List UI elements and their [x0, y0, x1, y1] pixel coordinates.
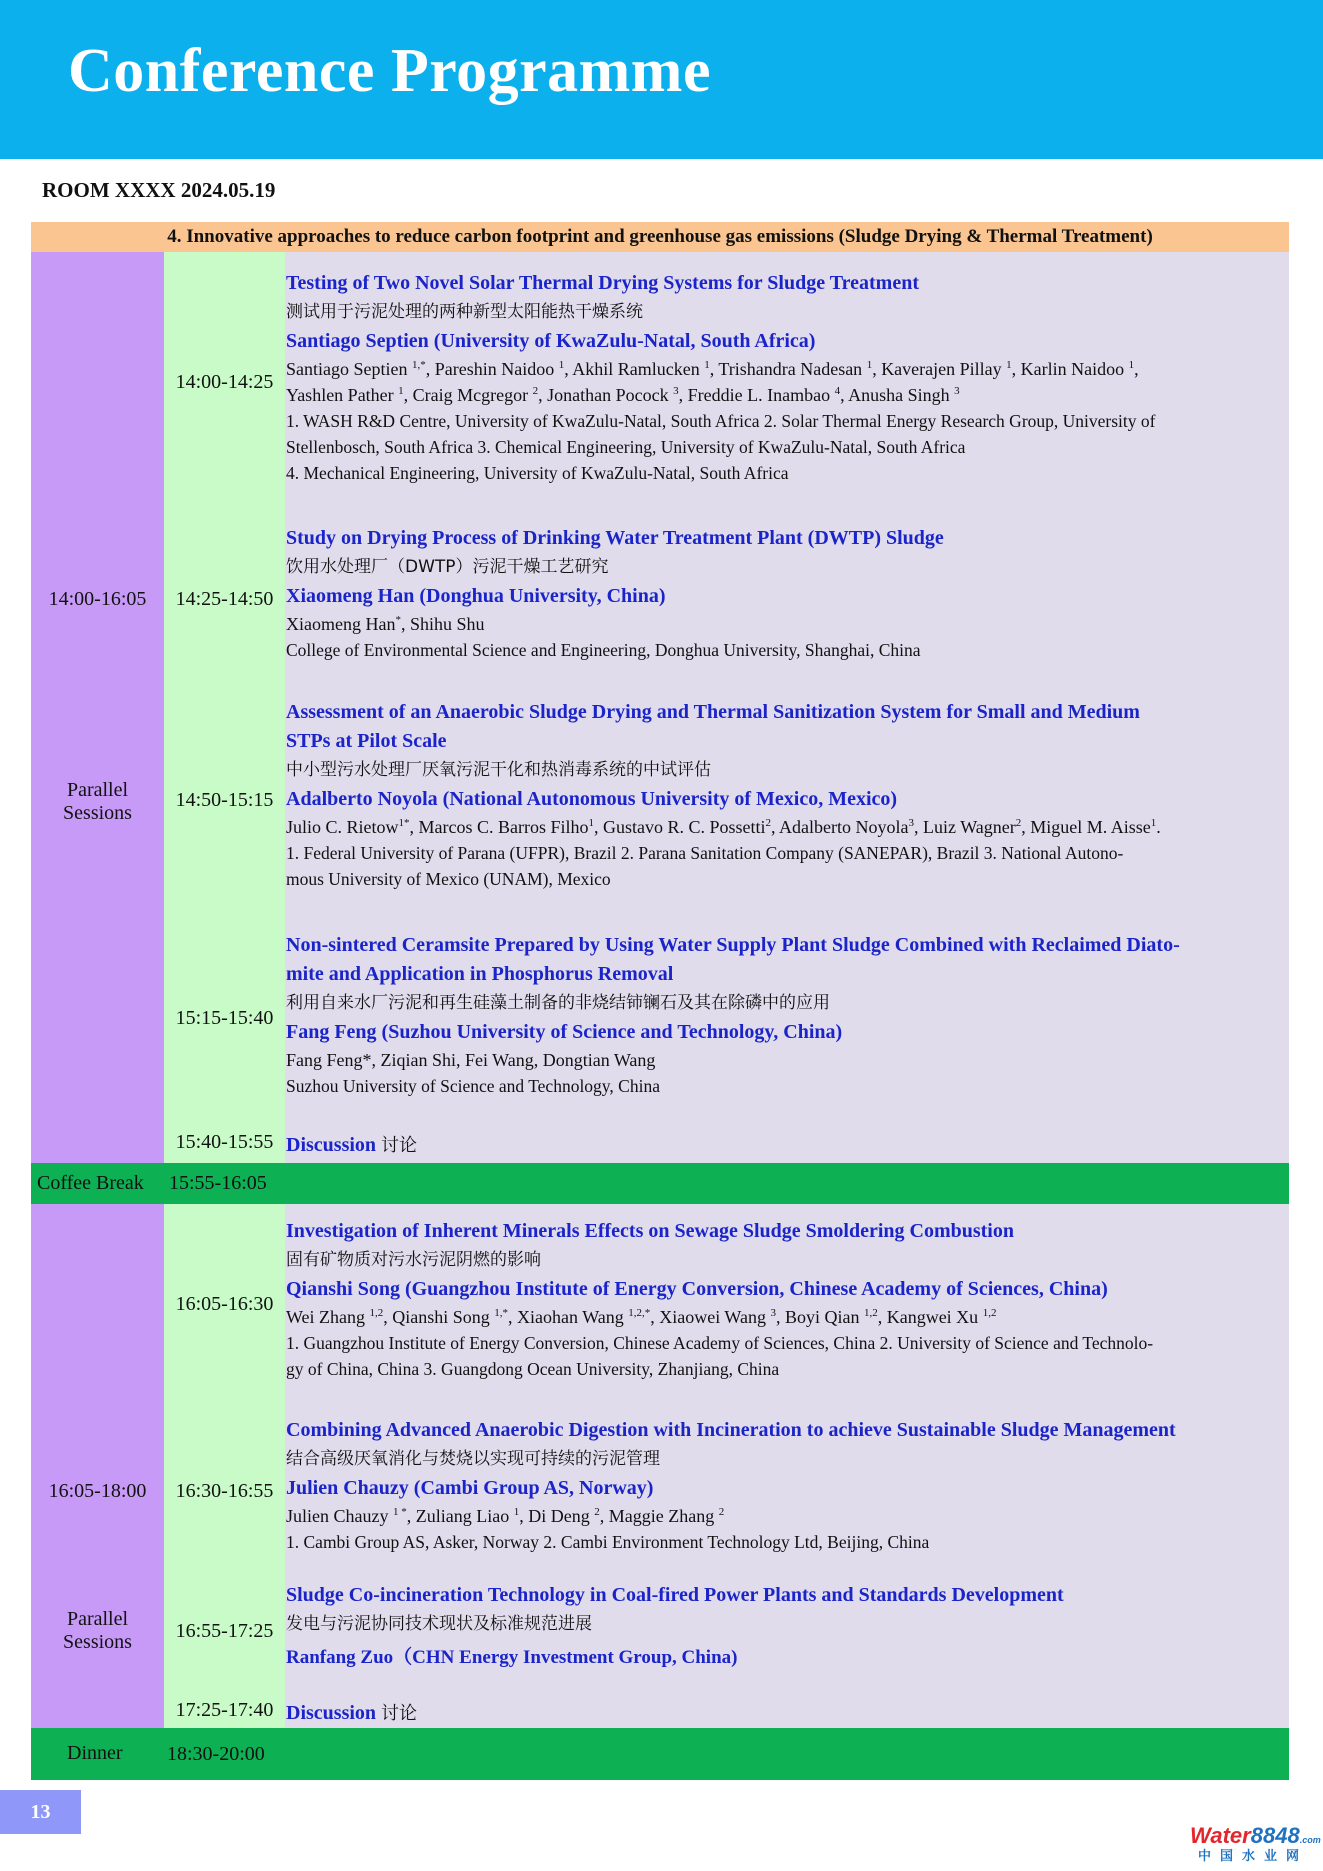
talk-title-cn: 中小型污水处理厂厌氧污泥干化和热消毒系统的中试评估	[286, 760, 711, 780]
talk-time: 16:30-16:55	[175, 1480, 274, 1502]
block1-label-line1: Parallel	[66, 779, 129, 801]
discussion-time: 17:25-17:40	[175, 1699, 274, 1721]
talk-time: 16:55-17:25	[175, 1620, 274, 1642]
page-title: Conference Programme	[68, 37, 711, 105]
talk-entry	[286, 269, 1286, 486]
talk-title-cont: mite and Application in Phosphorus Removal	[286, 963, 674, 985]
talk-title: Testing of Two Novel Solar Thermal Drying Systems for Sludge Treatment	[286, 272, 919, 294]
talk-affiliation: 1. Federal University of Parana (UFPR), Brazil 2. Parana Sanitation Company (SANEPAR), Brazil 3. National Autono-	[286, 843, 1124, 863]
talk-entry	[286, 1217, 1286, 1382]
talk-title-cn: 发电与污泥协同技术现状及标准规范进展	[286, 1614, 592, 1634]
talk-affiliation: mous University of Mexico (UNAM), Mexico	[286, 869, 611, 889]
discussion-label-cn: 讨论	[381, 1135, 418, 1156]
talk-affiliation: College of Environmental Science and Engineering, Donghua University, Shanghai, China	[286, 640, 921, 660]
logo-text-red: Water	[1190, 1823, 1251, 1848]
talk-entry	[286, 931, 1286, 1099]
talk-title: Study on Drying Process of Drinking Water Treatment Plant (DWTP) Sludge	[286, 527, 944, 549]
talk-time: 15:15-15:40	[175, 1007, 274, 1029]
discussion-label: Discussion	[286, 1702, 377, 1724]
logo-cn: 中国水业网	[1198, 1849, 1309, 1864]
talk-affiliation: 1. Cambi Group AS, Asker, Norway 2. Cambi Environment Technology Ltd, Beijing, China	[286, 1532, 930, 1552]
block2-label-line2: Sessions	[63, 1631, 132, 1653]
block1-time-column	[31, 252, 164, 1163]
discussion-time: 15:40-15:55	[175, 1131, 274, 1153]
talk-title: Sludge Co-incineration Technology in Coal-fired Power Plants and Standards Development	[286, 1584, 1064, 1606]
talk-authors: Santiago Septien $^{1,*}$, Pareshin Naidoo $^1$, Akhil Ramlucken $^1$, Trishandra Nadesan $^1$, Kaverajen Pillay $^1$, Karlin Naidoo $^1$,	[286, 359, 1139, 379]
talk-speaker: Ranfang Zuo（CHN Energy Investment Group, China)	[286, 1647, 738, 1668]
talk-authors-cont: Yashlen Pather $^1$, Craig Mcgregor $^2$, Jonathan Pocock $^3$, Freddie L. Inambao $^4$, Anusha Singh $^3$	[286, 385, 960, 405]
talk-speaker: Xiaomeng Han (Donghua University, China)	[286, 585, 666, 607]
talk-time: 16:05-16:30	[175, 1293, 274, 1315]
talk-affiliation: 1. WASH R&D Centre, University of KwaZulu-Natal, South Africa 2. Solar Thermal Energy Research Group, University of	[286, 411, 1156, 431]
talk-speaker: Qianshi Song (Guangzhou Institute of Energy Conversion, Chinese Academy of Sciences, China)	[286, 1278, 1108, 1300]
talk-title: Combining Advanced Anaerobic Digestion with Incineration to achieve Sustainable Sludge Management	[286, 1419, 1176, 1441]
talk-affiliation: 1. Guangzhou Institute of Energy Conversion, Chinese Academy of Sciences, China 2. University of Science and Technolo-	[286, 1333, 1154, 1353]
discussion-item	[286, 1131, 417, 1157]
dinner-row	[31, 1728, 1289, 1780]
block2-label	[31, 1608, 164, 1654]
talk-time: 14:00-14:25	[175, 371, 274, 393]
discussion-label-cn: 讨论	[381, 1703, 418, 1724]
talk-entry	[286, 1581, 1286, 1672]
talk-authors: Fang Feng*, Ziqian Shi, Fei Wang, Dongtian Wang	[286, 1050, 656, 1070]
talk-authors: Wei Zhang $^{1,2}$, Qianshi Song $^{1,*}$, Xiaohan Wang $^{1,2,*}$, Xiaowei Wang $^3$, Boyi Qian $^{1,2}$, Kangwei Xu $^{1,2}$	[286, 1307, 997, 1327]
room-date-line: ROOM XXXX 2024.05.19	[42, 178, 276, 202]
talk-title-cn: 固有矿物质对污水污泥阴燃的影响	[286, 1250, 541, 1270]
block2-slot-column	[164, 1204, 285, 1728]
block1-label	[31, 779, 164, 825]
block1-time: 14:00-16:05	[48, 588, 147, 610]
talk-speaker: Julien Chauzy (Cambi Group AS, Norway)	[286, 1477, 654, 1499]
logo-text-blue: 8848	[1250, 1823, 1300, 1848]
block2-time: 16:05-18:00	[48, 1480, 147, 1502]
dinner-time: 18:30-20:00	[167, 1743, 265, 1765]
discussion-item	[286, 1699, 417, 1725]
talk-title: Assessment of an Anaerobic Sludge Drying and Thermal Sanitization System for Small and Medium	[286, 701, 1140, 723]
talk-affiliation: Suzhou University of Science and Technology, China	[286, 1076, 660, 1096]
talk-speaker: Santiago Septien (University of KwaZulu-Natal, South Africa)	[286, 330, 816, 352]
talk-entry	[286, 524, 1286, 663]
talk-title-cn: 饮用水处理厂（DWTP）污泥干燥工艺研究	[286, 557, 609, 577]
page-number: 13	[0, 1790, 81, 1834]
talk-title-cn: 利用自来水厂污泥和再生硅藻土制备的非烧结铈镧石及其在除磷中的应用	[286, 993, 830, 1013]
block2-label-line1: Parallel	[66, 1608, 129, 1630]
talk-affiliation: 4. Mechanical Engineering, University of KwaZulu-Natal, South Africa	[286, 463, 789, 483]
talk-speaker: Adalberto Noyola (National Autonomous University of Mexico, Mexico)	[286, 788, 898, 810]
discussion-label: Discussion	[286, 1134, 377, 1156]
talk-time: 14:50-15:15	[175, 789, 274, 811]
dinner-label: Dinner	[67, 1742, 123, 1764]
talk-entry	[286, 698, 1286, 892]
talk-affiliation: Stellenbosch, South Africa 3. Chemical Engineering, University of KwaZulu-Natal, South Africa	[286, 437, 966, 457]
talk-title-cont: STPs at Pilot Scale	[286, 730, 447, 752]
talk-authors: Xiaomeng Han*, Shihu Shu	[286, 614, 485, 634]
talk-affiliation: gy of China, China 3. Guangdong Ocean University, Zhanjiang, China	[286, 1359, 780, 1379]
talk-speaker: Fang Feng (Suzhou University of Science and Technology, China)	[286, 1021, 843, 1043]
talk-title-cn: 结合高级厌氧消化与焚烧以实现可持续的污泥管理	[286, 1449, 660, 1469]
session-title: 4. Innovative approaches to reduce carbon footprint and greenhouse gas emissions (Sludge Drying & Thermal Treatment)	[31, 222, 1289, 252]
logo-suffix: .com	[1299, 1835, 1321, 1845]
water8848-logo	[1190, 1823, 1321, 1867]
talk-entry	[286, 1416, 1286, 1555]
block1-label-line2: Sessions	[63, 802, 132, 824]
talk-title: Non-sintered Ceramsite Prepared by Using Water Supply Plant Sludge Combined with Reclaimed Diato-	[286, 934, 1180, 956]
talk-title-cn: 测试用于污泥处理的两种新型太阳能热干燥系统	[286, 302, 643, 322]
header-banner	[0, 0, 1323, 159]
coffee-break-label: Coffee Break	[37, 1172, 144, 1194]
talk-authors: Julien Chauzy $^{1 *}$, Zuliang Liao $^1$, Di Deng $^2$, Maggie Zhang $^2$	[286, 1506, 725, 1526]
talk-title: Investigation of Inherent Minerals Effects on Sewage Sludge Smoldering Combustion	[286, 1220, 1014, 1242]
talk-authors: Julio C. Rietow$^{1*}$, Marcos C. Barros Filho$^1$, Gustavo R. C. Possetti$^2$, Adalberto Noyola$^3$, Luiz Wagner$^2$, Miguel M. Aisse$^1$.	[286, 817, 1161, 837]
talk-time: 14:25-14:50	[175, 588, 274, 610]
coffee-break-row	[31, 1163, 1289, 1204]
coffee-break-time: 15:55-16:05	[169, 1172, 267, 1194]
